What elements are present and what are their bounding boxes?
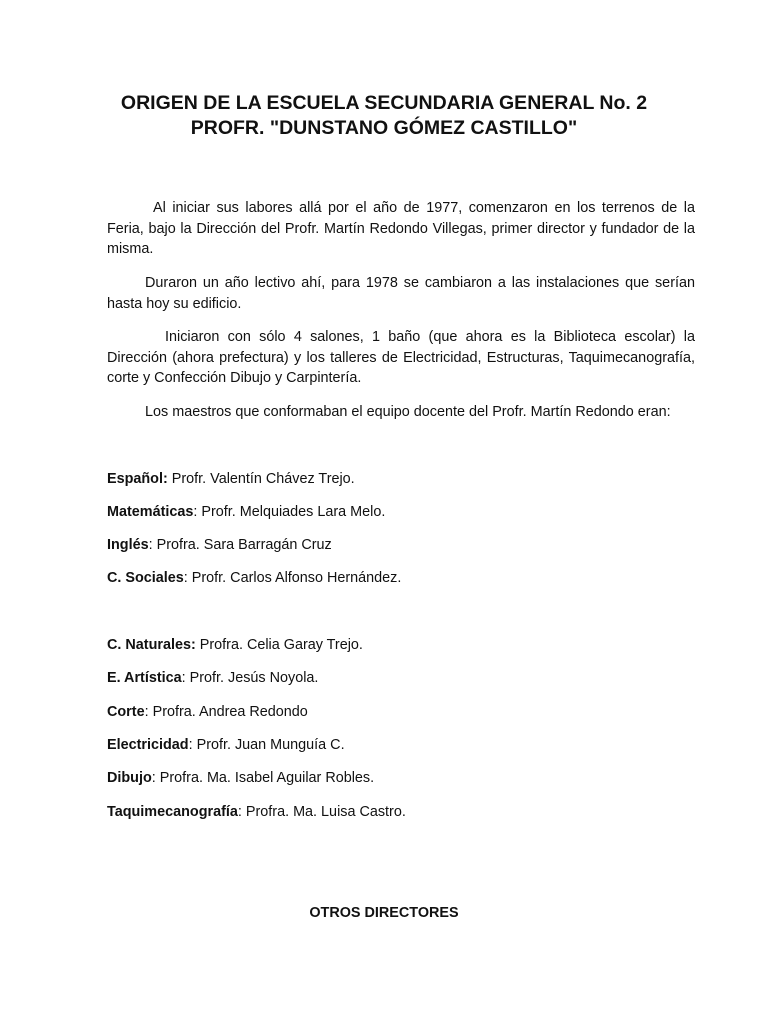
section-heading-otros-directores: OTROS DIRECTORES bbox=[309, 905, 459, 921]
title-line-2: PROFR. "DUNSTANO GÓMEZ CASTILLO" bbox=[190, 117, 578, 139]
staff-item-ingles bbox=[107, 535, 695, 555]
staff-subject: Inglés bbox=[107, 537, 149, 553]
staff-teacher: : Profr. Jesús Noyola. bbox=[181, 670, 319, 686]
paragraph-3: Iniciaron con sólo 4 salones, 1 baño (que ahora es la Biblioteca escolar) la Dirección (ahora prefectura) y los talleres de Electricidad, Estructuras, Taquimecanografía, corte y Confección Dibujo y Carpintería. bbox=[107, 329, 695, 386]
staff-subject: Taquimecanografía bbox=[107, 804, 238, 820]
staff-item-c-sociales bbox=[107, 568, 695, 588]
staff-item-e-artistica bbox=[107, 668, 695, 688]
staff-item-electricidad bbox=[107, 735, 695, 755]
paragraph-4: Los maestros que conformaban el equipo docente del Profr. Martín Redondo eran: bbox=[145, 404, 671, 420]
staff-teacher: : Profr. Juan Munguía C. bbox=[188, 737, 345, 753]
paragraph-2: Duraron un año lectivo ahí, para 1978 se cambiaron a las instalaciones que serían hasta hoy su edificio. bbox=[107, 275, 695, 312]
staff-teacher: : Profr. Melquiades Lara Melo. bbox=[193, 504, 386, 520]
staff-item-c-naturales bbox=[107, 635, 695, 655]
staff-subject: Matemáticas bbox=[107, 504, 194, 520]
staff-subject: Electricidad bbox=[107, 737, 189, 753]
staff-item-taquimecanografia bbox=[107, 802, 695, 822]
staff-subject: Corte bbox=[107, 704, 145, 720]
staff-teacher: : Profra. Andrea Redondo bbox=[144, 704, 308, 720]
paragraph-1: Al iniciar sus labores allá por el año de 1977, comenzaron en los terrenos de la Feria, bajo la Dirección del Profr. Martín Redondo Villegas, primer director y fundador de la misma. bbox=[107, 200, 695, 257]
staff-teacher: Profra. Celia Garay Trejo. bbox=[195, 637, 363, 653]
staff-item-matematicas bbox=[107, 502, 695, 522]
title-line-1: ORIGEN DE LA ESCUELA SECUNDARIA GENERAL No. 2 bbox=[120, 92, 648, 114]
document-title bbox=[60, 91, 708, 141]
staff-teacher: : Profra. Ma. Luisa Castro. bbox=[237, 804, 406, 820]
staff-item-dibujo bbox=[107, 768, 695, 788]
staff-subject: C. Sociales bbox=[107, 570, 184, 586]
staff-teacher: Profr. Valentín Chávez Trejo. bbox=[167, 471, 355, 487]
staff-teacher: : Profra. Sara Barragán Cruz bbox=[148, 537, 332, 553]
staff-subject: Español: bbox=[107, 471, 168, 487]
staff-subject: E. Artística bbox=[107, 670, 182, 686]
staff-item-espanol bbox=[107, 469, 695, 489]
staff-subject: C. Naturales: bbox=[107, 637, 196, 653]
staff-teacher: : Profra. Ma. Isabel Aguilar Robles. bbox=[151, 770, 375, 786]
staff-teacher: : Profr. Carlos Alfonso Hernández. bbox=[183, 570, 402, 586]
staff-subject: Dibujo bbox=[107, 770, 152, 786]
staff-item-corte bbox=[107, 702, 695, 722]
